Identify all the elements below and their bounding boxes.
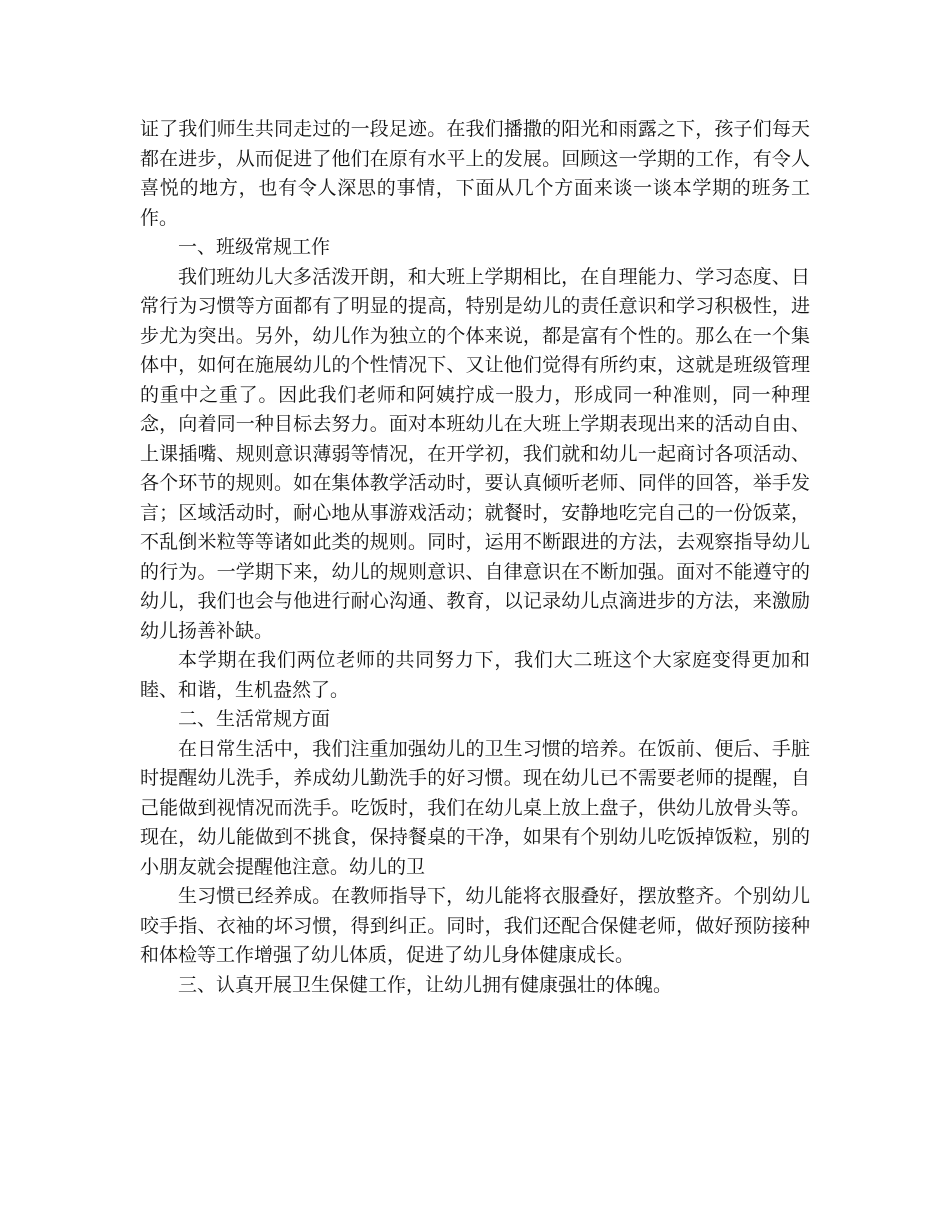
- paragraph-intro-continuation: 证了我们师生共同走过的一段足迹。在我们播撒的阳光和雨露之下，孩子们每天都在进步，从而促进了他们在原有水平上的发展。回顾这一学期的工作，有令人喜悦的地方，也有令人深思的事情，下面从几个方面来谈一谈本学期的班务工作。: [140, 118, 810, 229]
- paragraph-life-routine: 在日常生活中，我们注重加强幼儿的卫生习惯的培养。在饭前、便后、手脏时提醒幼儿洗手，养成幼儿勤洗手的好习惯。现在幼儿已不需要老师的提醒，自己能做到视情况而洗手。吃饭时，我们在幼儿桌上放上盘子，供幼儿放骨头等。现在，幼儿能做到不挑食，保持餐桌的干净，如果有个别幼儿吃饭掉饭粒，别的小朋友就会提醒他注意。幼儿的卫: [140, 737, 810, 878]
- section-heading-life-routine: 二、生活常规方面: [178, 708, 331, 730]
- section-heading-health-care: 三、认真开展卫生保健工作，让幼儿拥有健康强壮的体魄。: [178, 973, 673, 996]
- paragraph-life-routine-continued: 生习惯已经养成。在教师指导下，幼儿能将衣服叠好，摆放整齐。个别幼儿咬手指、衣袖的坏习惯，得到纠正。同时，我们还配合保健老师，做好预防接种和体检等工作增强了幼儿体质，促进了幼儿身体健康成长。: [140, 885, 810, 966]
- document-body: [140, 115, 810, 1000]
- section-heading-class-routine: 一、班级常规工作: [178, 236, 331, 258]
- paragraph-class-routine: 我们班幼儿大多活泼开朗，和大班上学期相比，在自理能力、学习态度、日常行为习惯等方面都有了明显的提高，特别是幼儿的责任意识和学习积极性，进步尤为突出。另外，幼儿作为独立的个体来说，都是富有个性的。那么在一个集体中，如何在施展幼儿的个性情况下、又让他们觉得有所约束，这就是班级管理的重中之重了。因此我们老师和阿姨拧成一股力，形成同一种准则，同一种理念，向着同一种目标去努力。面对本班幼儿在大班上学期表现出来的活动自由、上课插嘴、规则意识薄弱等情况，在开学初，我们就和幼儿一起商讨各项活动、各个环节的规则。如在集体教学活动时，要认真倾听老师、同伴的回答，举手发言；区域活动时，耐心地从事游戏活动；就餐时，安静地吃完自己的一份饭菜，不乱倒米粒等等诸如此类的规则。同时，运用不断跟进的方法，去观察指导幼儿的行为。一学期下来，幼儿的规则意识、自律意识在不断加强。面对不能遵守的幼儿，我们也会与他进行耐心沟通、教育，以记录幼儿点滴进步的方法，来激励幼儿扬善补缺。: [140, 265, 810, 642]
- paragraph-class-harmony: 本学期在我们两位老师的共同努力下，我们大二班这个大家庭变得更加和睦、和谐，生机盎然了。: [140, 649, 810, 701]
